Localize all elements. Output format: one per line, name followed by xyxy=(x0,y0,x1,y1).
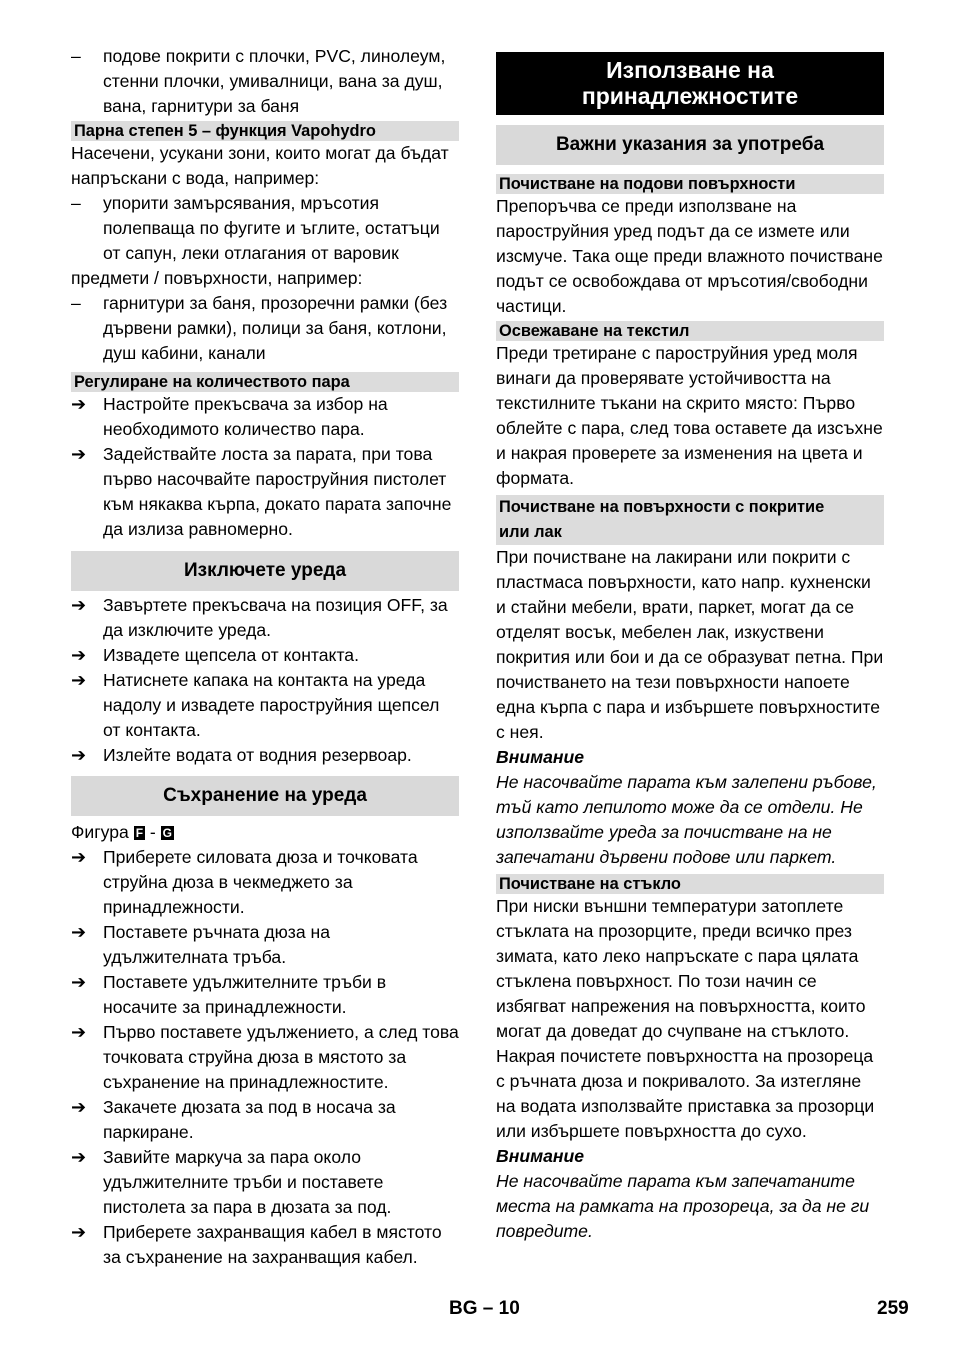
tips-heading: Важни указания за употреба xyxy=(496,125,884,165)
floor-heading: Почистване на подови повърхности xyxy=(496,174,884,194)
step-item: ➔ Поставете удължителните тръби в носачите за принадлежности. xyxy=(71,970,459,1020)
right-column xyxy=(496,52,884,1244)
coated-heading: Почистване на повърхности с покритие или лак xyxy=(496,495,884,545)
figure-label-box: G xyxy=(162,826,173,840)
warning-label: Внимание xyxy=(496,1146,585,1166)
step-item: ➔ Завъртете прекъсвача на позиция OFF, за да изключите уреда. xyxy=(71,593,459,643)
dash-bullet-icon: – xyxy=(71,293,81,313)
step-item: ➔ Натиснете капака на контакта на уреда надолу и извадете пароструйния щепсел от контакта. xyxy=(71,668,459,743)
arrow-right-icon: ➔ xyxy=(71,847,87,867)
step-item: ➔ Поставете ръчната дюза на удължителната тръба. xyxy=(71,920,459,970)
glass-text: При ниски външни температури затоплете стъклата на прозорците, преди всичко през зимата, като леко напръскате с пара цялата стъклена повърхност. По този начин се избягват напрежения на повърхността, които могат да доведат до счупване на стъклото. Накрая почистете повърхността на прозореца с ръчната дюза и покривалото. За изтегляне на водата използвайте приставка за прозорци или избършете повърхността до сухо. xyxy=(496,896,875,1141)
vapohydro-heading: Парна степен 5 – функция Vapohydro xyxy=(71,121,459,141)
main-section-heading: Използване на принадлежностите xyxy=(496,52,884,115)
arrow-right-icon: ➔ xyxy=(71,922,87,942)
figure-label-box: F xyxy=(135,826,144,840)
floor-text: Препоръчва се преди използване на пароструйния уред подът да се измете или изсмуче. Така още преди влажното почистване подът се освобождава от мръсотия/свободни частици. xyxy=(496,196,883,316)
step-item: ➔ Настройте прекъсвача за избор на необходимото количество пара. xyxy=(71,392,459,442)
step-item: ➔ Първо поставете удължението, а след това точковата струйна дюза в мястото за съхранение на принадлежностите. xyxy=(71,1020,459,1095)
arrow-right-icon: ➔ xyxy=(71,1022,87,1042)
step-item: ➔ Задействайте лоста за парата, при това първо насочвайте пароструйния пистолет към някаква кърпа, докато парата започне да излиза равномерно. xyxy=(71,442,459,542)
list-item: – гарнитури за баня, прозоречни рамки (без дървени рамки), полици за баня, котлони, душ кабини, канали xyxy=(71,291,459,366)
footer-section-label: BG – 10 xyxy=(449,1298,520,1319)
coated-text: При почистване на лакирани или покрити с пластмаса повърхности, като напр. кухненски и стайни мебели, врати, паркет, могат да се отделят восък, мебелен лак, изкуствени покрития или бои и да се образуват петна. При почистването на тези повърхности напоете една кърпа с пара и избършете повърхностите с нея. xyxy=(496,547,884,742)
step-item: ➔ Закачете дюзата за под в носача за паркиране. xyxy=(71,1095,459,1145)
step-item: ➔ Приберете силовата дюза и точковата струйна дюза в чекмеджето за принадлежности. xyxy=(71,845,459,920)
step-item: ➔ Извадете щепсела от контакта. xyxy=(71,643,459,668)
arrow-right-icon: ➔ xyxy=(71,1147,87,1167)
left-column xyxy=(71,44,459,1270)
arrow-right-icon: ➔ xyxy=(71,595,87,615)
page-number: 259 xyxy=(877,1298,909,1319)
list-item: – упорити замърсявания, мръсотия полепваща по фугите и ъглите, остатъци от сапун, леки отлагания от варовик xyxy=(71,191,459,266)
textile-heading: Освежаване на текстил xyxy=(496,321,884,341)
vapohydro-text: Насечени, усукани зони, които могат да бъдат напръскани с вода, например: xyxy=(71,143,449,188)
vapohydro-text: предмети / повърхности, например: xyxy=(71,268,363,288)
warning-text: Не насочвайте парата към залепени ръбове, тъй като лепилото може да се отдели. Не използвайте уреда за почистване на не запечатани дървени подове или паркет. xyxy=(496,772,877,867)
arrow-right-icon: ➔ xyxy=(71,670,87,690)
dash-bullet-icon: – xyxy=(71,46,81,66)
storage-heading: Съхранение на уреда xyxy=(71,776,459,816)
step-item: ➔ Завийте маркуча за пара около удължителните тръби и поставете пистолета за пара в дюзата за под. xyxy=(71,1145,459,1220)
dash-bullet-icon: – xyxy=(71,193,81,213)
arrow-right-icon: ➔ xyxy=(71,1222,87,1242)
switch-off-heading: Изключете уреда xyxy=(71,551,459,591)
warning-text: Не насочвайте парата към запечатаните места на рамката на прозореца, за да не ги повредите. xyxy=(496,1171,870,1241)
arrow-right-icon: ➔ xyxy=(71,1097,87,1117)
steam-heading: Регулиране на количеството пара xyxy=(71,372,459,392)
arrow-right-icon: ➔ xyxy=(71,444,87,464)
step-item: ➔ Излейте водата от водния резервоар. xyxy=(71,743,459,768)
arrow-right-icon: ➔ xyxy=(71,645,87,665)
arrow-right-icon: ➔ xyxy=(71,745,87,765)
warning-label: Внимание xyxy=(496,747,585,767)
list-item: – подове покрити с плочки, PVC, линолеум, стенни плочки, умивалници, вана за душ, вана, гарнитури за баня xyxy=(71,44,459,119)
figure-reference: Фигура F - G xyxy=(71,822,173,842)
textile-text: Преди третиране с пароструйния уред моля винаги да проверявате устойчивостта на текстилните тъкани на скрито място: Първо облейте с пара, след това оставете да изсъхне и накрая проверете за изменения на цвета и формата. xyxy=(496,343,883,488)
step-item: ➔ Приберете захранващия кабел в мястото за съхранение на захранващия кабел. xyxy=(71,1220,459,1270)
arrow-right-icon: ➔ xyxy=(71,972,87,992)
arrow-right-icon: ➔ xyxy=(71,394,87,414)
glass-heading: Почистване на стъкло xyxy=(496,874,884,894)
